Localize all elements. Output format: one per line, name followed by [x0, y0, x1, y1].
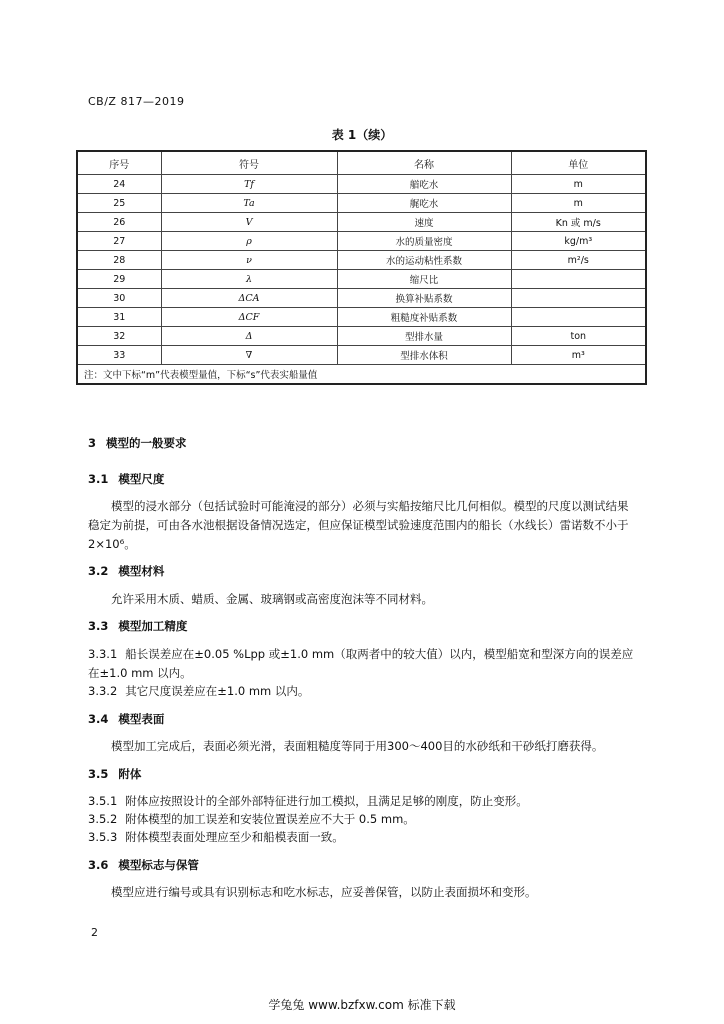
table-row	[77, 213, 646, 232]
header-symbol: 符号	[161, 151, 337, 175]
table-row	[77, 194, 646, 213]
clause-3-3-1	[88, 645, 636, 683]
cell-unit: ton	[511, 327, 646, 346]
paragraph-3-1: 模型的浸水部分（包括试验时可能淹浸的部分）必须与实船按缩尺比几何相似。模型的尺度以测试结果稳定为前提，可由各水池根据设备情况选定，但应保证模型试验速度范围内的船长（水线长）雷诺数不小于2×10⁶。	[88, 499, 629, 551]
section-number: 3	[88, 436, 97, 450]
table-row	[77, 346, 646, 365]
subsection-number: 3.5	[88, 767, 109, 781]
cell-index: 31	[77, 308, 161, 327]
subsection-number: 3.2	[88, 564, 109, 578]
clause-number: 3.3.1	[88, 647, 118, 661]
subsection-number: 3.6	[88, 858, 109, 872]
cell-index: 27	[77, 232, 161, 251]
cell-symbol: ∇	[161, 346, 337, 365]
cell-name: 速度	[337, 213, 511, 232]
clause-text: 附体模型的加工误差和安装位置误差应不大于 0.5 mm。	[125, 812, 415, 826]
clause-number: 3.5.2	[88, 812, 118, 826]
table-row	[77, 251, 646, 270]
cell-index: 33	[77, 346, 161, 365]
cell-name: 水的质量密度	[337, 232, 511, 251]
cell-unit: m²/s	[511, 251, 646, 270]
cell-unit: m	[511, 194, 646, 213]
table-row	[77, 270, 646, 289]
cell-index: 26	[77, 213, 161, 232]
subsection-heading-3-2	[88, 563, 164, 579]
paragraph-3-4: 模型加工完成后，表面必须光滑，表面粗糙度等同于用300～400目的水砂纸和干砂纸打磨获得。	[111, 739, 604, 753]
subsection-title: 附体	[118, 767, 142, 781]
header-unit: 单位	[511, 151, 646, 175]
cell-unit	[511, 308, 646, 327]
clause-3-3-2	[88, 682, 636, 701]
subsection-title: 模型标志与保管	[118, 858, 199, 872]
clause-number: 3.3.2	[88, 684, 118, 698]
page-number: 2	[91, 926, 98, 939]
subsection-title: 模型材料	[118, 564, 165, 578]
header-index: 序号	[77, 151, 161, 175]
subsection-title: 模型加工精度	[118, 619, 188, 633]
table-row	[77, 289, 646, 308]
cell-index: 25	[77, 194, 161, 213]
cell-name: 水的运动粘性系数	[337, 251, 511, 270]
subsection-heading-3-5	[88, 766, 141, 782]
cell-symbol: Tf	[161, 175, 337, 194]
cell-name: 换算补贴系数	[337, 289, 511, 308]
clause-number: 3.5.3	[88, 830, 118, 844]
subsection-heading-3-3	[88, 618, 187, 634]
clause-text: 附体应按照设计的全部外部特征进行加工模拟，且满足足够的刚度，防止变形。	[125, 794, 528, 808]
header-name: 名称	[337, 151, 511, 175]
section-heading	[88, 435, 187, 451]
table-note-row	[77, 365, 646, 385]
clause-text: 其它尺度误差应在±1.0 mm 以内。	[125, 684, 310, 698]
cell-unit	[511, 270, 646, 289]
clause-text: 附体模型表面处理应至少和船模表面一致。	[125, 830, 344, 844]
table-row	[77, 308, 646, 327]
cell-symbol: ΔCF	[161, 308, 337, 327]
cell-symbol: Ta	[161, 194, 337, 213]
cell-unit: kg/m³	[511, 232, 646, 251]
cell-symbol: ΔCA	[161, 289, 337, 308]
cell-index: 32	[77, 327, 161, 346]
cell-symbol: λ	[161, 270, 337, 289]
clause-number: 3.5.1	[88, 794, 118, 808]
cell-index: 29	[77, 270, 161, 289]
cell-index: 24	[77, 175, 161, 194]
subsection-number: 3.3	[88, 619, 109, 633]
cell-name: 缩尺比	[337, 270, 511, 289]
cell-name: 型排水量	[337, 327, 511, 346]
standard-code: CB/Z 817—2019	[88, 95, 185, 108]
clause-text: 船长误差应在±0.05 %Lpp 或±1.0 mm（取两者中的较大值）以内，模型船宽和型深方向的误差应在±1.0 mm 以内。	[88, 647, 634, 680]
subsection-title: 模型表面	[118, 712, 165, 726]
cell-name: 型排水体积	[337, 346, 511, 365]
subsection-heading-3-4	[88, 711, 164, 727]
paragraph-3-6: 模型应进行编号或具有识别标志和吃水标志，应妥善保管，以防止表面损坏和变形。	[111, 885, 537, 899]
cell-unit: m³	[511, 346, 646, 365]
subsection-title: 模型尺度	[118, 472, 165, 486]
cell-symbol: ν	[161, 251, 337, 270]
footer-watermark: 学兔兔 www.bzfxw.com 标准下载	[268, 998, 456, 1012]
cell-unit: Kn 或 m/s	[511, 213, 646, 232]
cell-name: 艏吃水	[337, 175, 511, 194]
table-row	[77, 232, 646, 251]
subsection-number: 3.4	[88, 712, 109, 726]
subsection-heading-3-1	[88, 471, 164, 487]
subsection-number: 3.1	[88, 472, 109, 486]
subsection-heading-3-6	[88, 857, 199, 873]
cell-unit: m	[511, 175, 646, 194]
clause-3-5-1	[88, 792, 636, 811]
cell-symbol: Δ	[161, 327, 337, 346]
cell-name: 艉吃水	[337, 194, 511, 213]
table-note: 注：文中下标“m”代表模型量值，下标“s”代表实船量值	[77, 365, 646, 385]
table-row	[77, 327, 646, 346]
cell-index: 30	[77, 289, 161, 308]
cell-symbol: ρ	[161, 232, 337, 251]
cell-index: 28	[77, 251, 161, 270]
cell-unit	[511, 289, 646, 308]
table-caption: 表 1（续）	[331, 128, 393, 142]
paragraph-3-2: 允许采用木质、蜡质、金属、玻璃钢或高密度泡沫等不同材料。	[111, 592, 433, 606]
section-title: 模型的一般要求	[106, 436, 187, 450]
table-header-row	[77, 151, 646, 175]
clause-3-5-3	[88, 828, 636, 847]
table-row	[77, 175, 646, 194]
cell-symbol: V	[161, 213, 337, 232]
cell-name: 粗糙度补贴系数	[337, 308, 511, 327]
symbol-table	[76, 150, 647, 385]
clause-3-5-2	[88, 810, 636, 829]
